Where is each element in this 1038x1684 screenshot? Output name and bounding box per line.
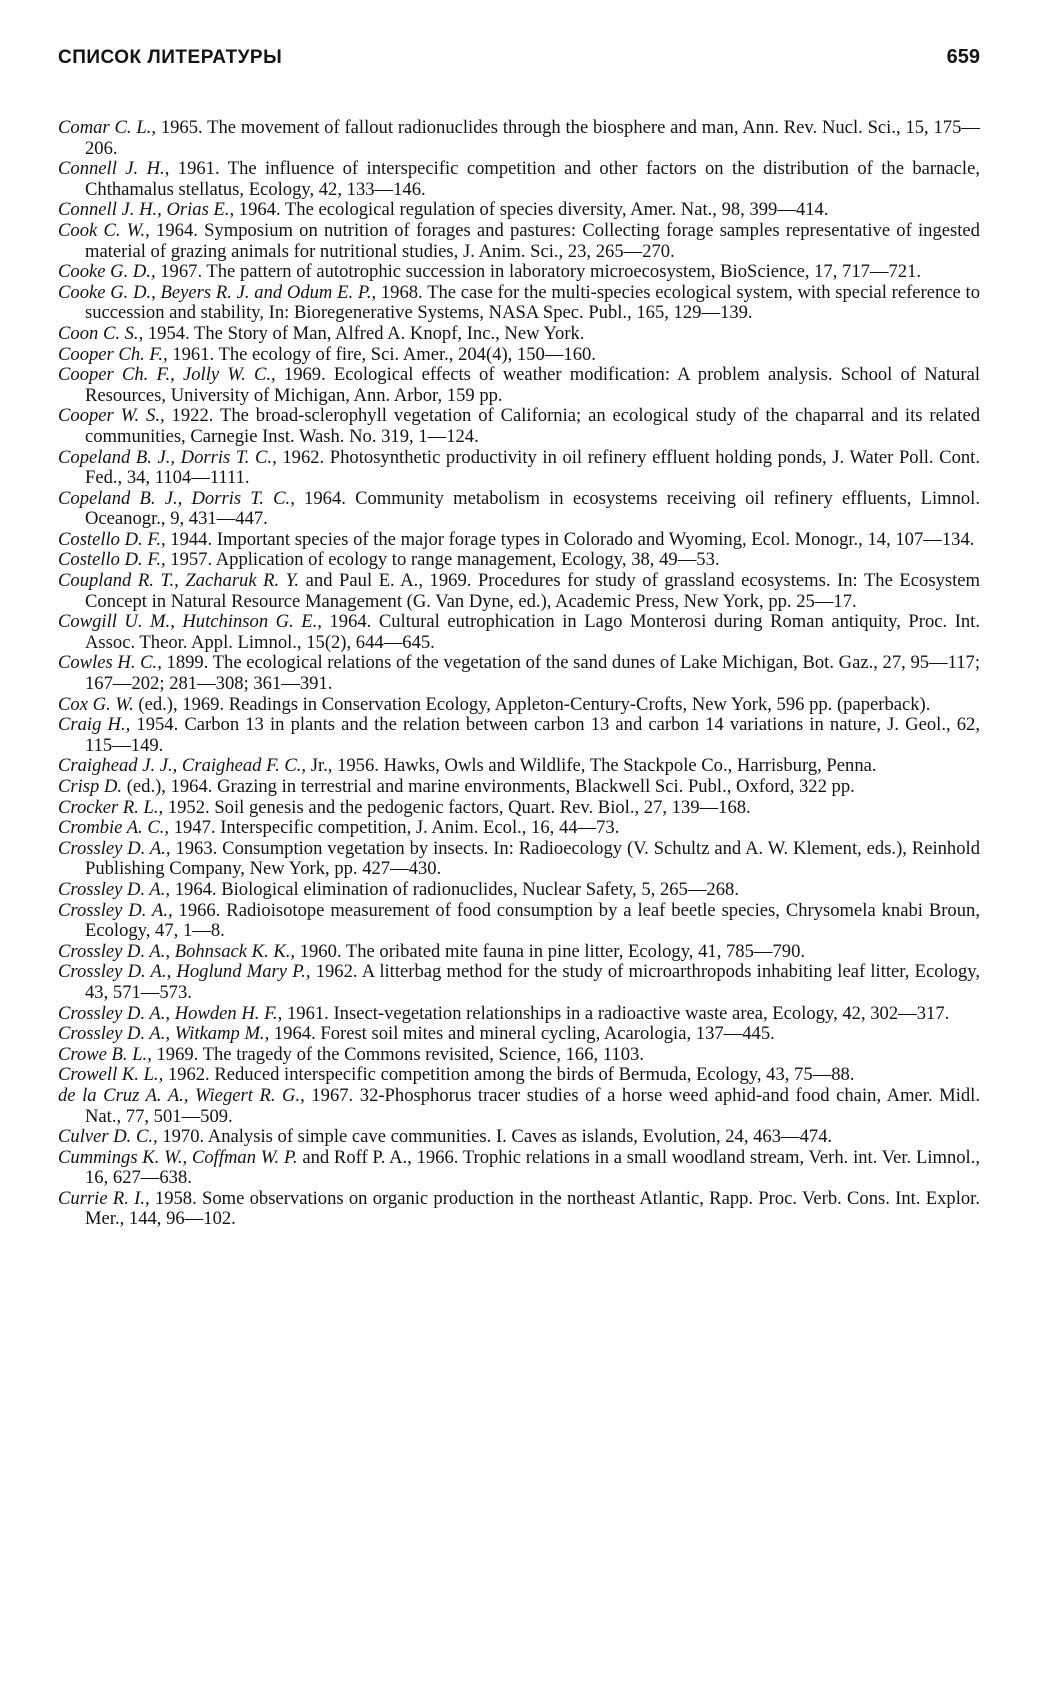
reference-text: 1952. Soil genesis and the pedogenic factors, Quart. Rev. Biol., 27, 139—168. (163, 796, 751, 818)
reference-text: 1947. Interspecific competition, J. Anim. Ecol., 16, 44—73. (169, 817, 620, 839)
reference-authors: Crossley D. A., Bohnsack K. K., (58, 940, 296, 962)
reference-authors: Cox G. W. (58, 693, 134, 715)
reference-entry (58, 1189, 980, 1230)
reference-text: Jr., 1956. Hawks, Owls and Wildlife, The Stackpole Co., Harrisburg, Penna. (306, 755, 877, 777)
reference-entry (58, 818, 980, 839)
reference-text: 1968. The case for the multi-species ecological system, with special reference to succession and stability, In: Bioregenerative Systems, NASA Spec. Publ., 165, 129—139. (85, 281, 980, 324)
reference-authors: de la Cruz A. A., Wiegert R. G., (58, 1084, 305, 1106)
reference-entry (58, 159, 980, 200)
reference-text: 1922. The broad-sclerophyll vegetation of California; an ecological study of the chaparral and its related communities, Carnegie Inst. Wash. No. 319, 1—124. (85, 405, 980, 447)
reference-authors: Cowles H. C., (58, 652, 162, 674)
reference-authors: Cooper Ch. F., Jolly W. C., (58, 364, 276, 386)
reference-entry (58, 448, 980, 489)
reference-text: 1958. Some observations on organic production in the northeast Atlantic, Rapp. Proc. Verb. Cons. Int. Explor. Mer., 144, 96—102. (85, 1187, 980, 1230)
reference-entry (58, 1045, 980, 1066)
reference-entry (58, 962, 980, 1003)
reference-entry (58, 345, 980, 366)
reference-authors: Copeland B. J., Dorris T. C., (58, 446, 277, 468)
reference-authors: Costello D. F., (58, 528, 166, 550)
reference-text: 1961. The ecology of fire, Sci. Amer., 204(4), 150—160. (167, 343, 596, 365)
reference-entry (58, 365, 980, 406)
reference-text: 1964. The ecological regulation of species diversity, Amer. Nat., 98, 399—414. (234, 199, 829, 221)
reference-entry (58, 798, 980, 819)
reference-authors: Coupland R. T., Zacharuk R. Y. (58, 570, 300, 592)
reference-entry (58, 1004, 980, 1025)
reference-text: 1964. Biological elimination of radionuclides, Nuclear Safety, 5, 265—268. (170, 878, 739, 900)
reference-entry (58, 550, 980, 571)
reference-text: 1964. Cultural eutrophication in Lago Monterosi during Roman antiquity, Proc. Int. Assoc. Theor. Appl. Limnol., 15(2), 644—645. (85, 611, 980, 653)
reference-entry (58, 839, 980, 880)
reference-authors: Cooper Ch. F., (58, 343, 168, 365)
reference-entry (58, 1086, 980, 1127)
reference-entry (58, 942, 980, 963)
reference-text: 1967. The pattern of autotrophic succession in laboratory microecosystem, BioScience, 17, 717—721. (155, 261, 922, 283)
reference-entry (58, 901, 980, 942)
reference-entry (58, 715, 980, 756)
reference-entry (58, 612, 980, 653)
reference-entry (58, 571, 980, 612)
reference-entry (58, 118, 980, 159)
reference-text: 1961. The influence of interspecific competition and other factors on the distribution of the barnacle, Chthamalus stellatus, Ecology, 42, 133—146. (85, 158, 980, 200)
reference-list (58, 118, 980, 1230)
reference-entry (58, 406, 980, 447)
reference-authors: Connell J. H., (58, 158, 170, 180)
reference-entry (58, 489, 980, 530)
reference-entry (58, 777, 980, 798)
reference-entry (58, 1127, 980, 1148)
reference-text: and Paul E. A., 1969. Procedures for study of grassland ecosystems. In: The Ecosystem Concept in Natural Resource Management (G. Van Dyne, ed.), Academic Press, New York, pp. 25—17. (85, 570, 980, 612)
reference-authors: Cooper W. S., (58, 405, 165, 427)
reference-authors: Cooke G. D., (58, 261, 156, 283)
reference-text: 1944. Important species of the major forage types in Colorado and Wyoming, Ecol. Monogr., 14, 107—134. (165, 528, 975, 550)
reference-entry (58, 530, 980, 551)
reference-authors: Cook C. W., (58, 219, 150, 241)
reference-authors: Craighead J. J., Craighead F. C., (58, 755, 307, 777)
reference-authors: Cowgill U. M., Hutchinson G. E., (58, 611, 322, 633)
reference-text: 1964. Symposium on nutrition of forages and pastures: Collecting forage samples representative of ingested material of grazing animals for nutritional studies, J. Anim. Sci., 23, 265—270. (85, 219, 980, 262)
page-number: 659 (946, 46, 980, 68)
reference-authors: Culver D. C., (58, 1126, 158, 1148)
reference-authors: Connell J. H., Orias E., (58, 199, 235, 221)
reference-authors: Crombie A. C., (58, 817, 170, 839)
reference-entry (58, 756, 980, 777)
section-title: СПИСОК ЛИТЕРАТУРЫ (58, 47, 283, 68)
reference-text: 1967. 32-Phosphorus tracer studies of a horse weed aphid-and food chain, Amer. Midl. Nat., 77, 501—509. (85, 1084, 980, 1127)
reference-authors: Cooke G. D., Beyers R. J. and Odum E. P., (58, 281, 377, 303)
reference-entry (58, 1065, 980, 1086)
reference-text: 1957. Application of ecology to range management, Ecology, 38, 49—53. (165, 549, 720, 571)
reference-entry (58, 221, 980, 262)
reference-entry (58, 695, 980, 716)
reference-text: (ed.), 1964. Grazing in terrestrial and marine environments, Blackwell Sci. Publ., Oxford, 322 pp. (122, 776, 855, 797)
reference-text: 1899. The ecological relations of the vegetation of the sand dunes of Lake Michigan, Bot. Gaz., 27, 95—117; 167—202; 281—308; 361—391. (85, 652, 981, 695)
reference-authors: Copeland B. J., Dorris T. C., (58, 487, 295, 509)
reference-text: 1965. The movement of fallout radionuclides through the biosphere and man, Ann. Rev. Nucl. Sci., 15, 175—206. (85, 117, 980, 159)
reference-entry (58, 653, 980, 694)
reference-authors: Craig H., (58, 714, 131, 736)
reference-authors: Crossley D. A., Howden H. F., (58, 1002, 283, 1024)
reference-text: 1964. Forest soil mites and mineral cycling, Acarologia, 137—445. (269, 1023, 775, 1045)
reference-authors: Crossley D. A., Witkamp M., (58, 1023, 270, 1045)
reference-text: (ed.), 1969. Readings in Conservation Ecology, Appleton-Century-Crofts, New York, 596 pp. (paperback). (133, 693, 931, 715)
reference-authors: Costello D. F., (58, 549, 166, 571)
reference-text: 1962. Photosynthetic productivity in oil refinery effluent holding ponds, J. Water Poll. Cont. Fed., 34, 1104—1111. (85, 446, 980, 489)
reference-text: 1962. A litterbag method for the study of microarthropods inhabiting leaf litter, Ecology, 43, 571—573. (85, 961, 980, 1003)
reference-entry (58, 1024, 980, 1045)
reference-authors: Crossley D. A., Hoglund Mary P., (58, 961, 311, 983)
reference-authors: Crossley D. A., (58, 837, 171, 859)
reference-text: 1960. The oribated mite fauna in pine litter, Ecology, 41, 785—790. (295, 940, 806, 962)
reference-authors: Crowell K. L., (58, 1064, 164, 1086)
reference-authors: Crowe B. L., (58, 1043, 152, 1065)
reference-text: 1954. Carbon 13 in plants and the relation between carbon 13 and carbon 14 variations in nature, J. Geol., 62, 115—149. (85, 714, 980, 756)
running-head (58, 46, 980, 84)
reference-text: 1954. The Story of Man, Alfred A. Knopf, Inc., New York. (143, 322, 585, 344)
reference-authors: Coon C. S., (58, 322, 144, 344)
reference-authors: Crocker R. L., (58, 796, 164, 818)
reference-entry (58, 324, 980, 345)
reference-entry (58, 283, 980, 324)
reference-authors: Crossley D. A., (58, 878, 171, 900)
reference-text: 1964. Community metabolism in ecosystems receiving oil refinery effluents, Limnol. Oceanogr., 9, 431—447. (85, 487, 980, 530)
reference-entry (58, 262, 980, 283)
reference-text: 1969. The tragedy of the Commons revisited, Science, 166, 1103. (151, 1043, 644, 1065)
reference-authors: Cummings K. W., Coffman W. P. (58, 1146, 298, 1168)
reference-text: 1966. Radioisotope measurement of food consumption by a leaf beetle species, Chrysomela knabi Broun, Ecology, 47, 1—8. (85, 899, 980, 942)
reference-text: 1963. Consumption vegetation by insects. In: Radioecology (V. Schultz and A. W. Klement, eds.), Reinhold Publishing Company, New York, pp. 427—430. (85, 837, 980, 880)
reference-authors: Crossley D. A., (58, 899, 173, 921)
reference-authors: Comar C. L., (58, 117, 156, 138)
reference-entry (58, 1148, 980, 1189)
reference-text: 1961. Insect-vegetation relationships in a radioactive waste area, Ecology, 42, 302—317. (282, 1002, 950, 1024)
reference-authors: Crisp D. (58, 776, 123, 797)
reference-text: and Roff P. A., 1966. Trophic relations in a small woodland stream, Verh. int. Ver. Limnol., 16, 627—638. (85, 1146, 981, 1189)
reference-entry (58, 200, 980, 221)
reference-text: 1970. Analysis of simple cave communities. I. Caves as islands, Evolution, 24, 463—474. (157, 1126, 833, 1148)
reference-text: 1969. Ecological effects of weather modification: A problem analysis. School of Natural Resources, University of Michigan, Ann. Arbor, 159 pp. (85, 364, 981, 406)
reference-entry (58, 880, 980, 901)
reference-authors: Currie R. I., (58, 1187, 150, 1209)
book-page (58, 46, 980, 1230)
reference-text: 1962. Reduced interspecific competition among the birds of Bermuda, Ecology, 43, 75—88. (163, 1064, 855, 1086)
